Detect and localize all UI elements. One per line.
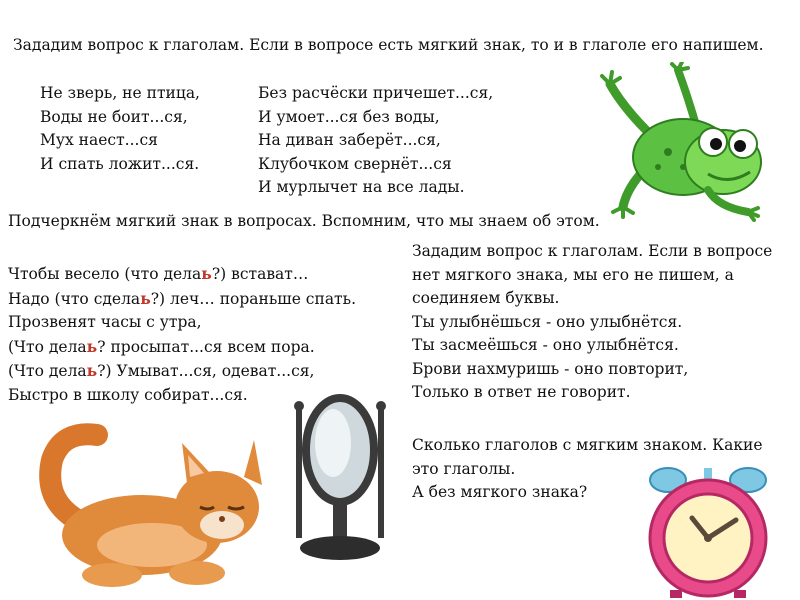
- soft-sign: ь: [201, 264, 212, 283]
- poem-line: [8, 287, 356, 312]
- poem-line: [8, 335, 356, 360]
- rule-line: Брови нахмуришь - оно повторит,: [412, 359, 689, 378]
- question-line: А без мягкого знака?: [412, 483, 588, 501]
- rule-line: Только в ответ не говорит.: [412, 383, 631, 401]
- riddle-cat-line: И умоет...ся без воды,: [258, 107, 440, 126]
- frog-icon: [588, 62, 788, 222]
- question-line: Сколько глаголов с мягким знаком. Какие: [412, 436, 763, 454]
- riddle-frog: [40, 82, 200, 176]
- cat-icon: [22, 415, 272, 595]
- riddle-cat: [258, 82, 493, 200]
- rule-line: нет мягкого знака, мы его не пишем, а: [412, 265, 734, 284]
- poem-text: ? просыпат...ся всем пора.: [97, 337, 315, 356]
- alarm-clock-icon: [640, 462, 775, 600]
- riddle-cat-line: Клубочком свернёт...ся: [258, 154, 452, 173]
- poem-text: (Что дела: [8, 337, 87, 356]
- soft-sign: ь: [86, 336, 98, 356]
- poem-text: ?) леч… пораньше спать.: [150, 289, 356, 308]
- riddle-frog-line: И спать ложит...ся.: [40, 154, 200, 173]
- soft-sign: ь: [86, 361, 98, 380]
- poem-text: ?) Умыват...ся, одеват...ся,: [97, 362, 315, 380]
- rule-line: Ты улыбнёшься - оно улыбнётся.: [412, 312, 683, 331]
- poem-line: [8, 359, 356, 384]
- riddle-cat-line: И мурлычет на все лады.: [258, 178, 465, 196]
- poem-text: Чтобы весело (что дела: [8, 265, 202, 283]
- intro-text: Зададим вопрос к глаголам. Если в вопросе есть мягкий знак, то и в глаголе его напишем.: [13, 36, 764, 54]
- poem-text: Надо (что сдела: [8, 289, 141, 308]
- riddle-cat-line: Без расчёски причешет...ся,: [258, 84, 494, 102]
- rule-block: [412, 240, 772, 405]
- riddle-frog-line: Воды не боит...ся,: [40, 107, 188, 126]
- rule-line: Зададим вопрос к глаголам. Если в вопросе: [412, 242, 773, 260]
- poem-line: Быстро в школу собират...ся.: [8, 385, 248, 404]
- question-line: это глаголы.: [412, 459, 516, 478]
- riddle-cat-line: На диван заберёт...ся,: [258, 131, 441, 149]
- mirror-icon: [285, 388, 395, 568]
- poem-line: [8, 262, 356, 287]
- rule-line: Ты засмеёшься - оно улыбнётся.: [412, 336, 679, 354]
- poem-line: Прозвенят часы с утра,: [8, 313, 202, 331]
- soft-sign: ь: [140, 288, 151, 308]
- riddle-frog-line: Мух наест...ся: [40, 131, 158, 149]
- poem-block: [8, 262, 356, 407]
- poem-text: ?) встават…: [211, 265, 309, 283]
- riddle-frog-line: Не зверь, не птица,: [40, 84, 200, 102]
- poem-text: (Что дела: [8, 362, 87, 380]
- underline-note: Подчеркнём мягкий знак в вопросах. Вспомним, что мы знаем об этом.: [8, 212, 600, 230]
- rule-line: соединяем буквы.: [412, 289, 560, 307]
